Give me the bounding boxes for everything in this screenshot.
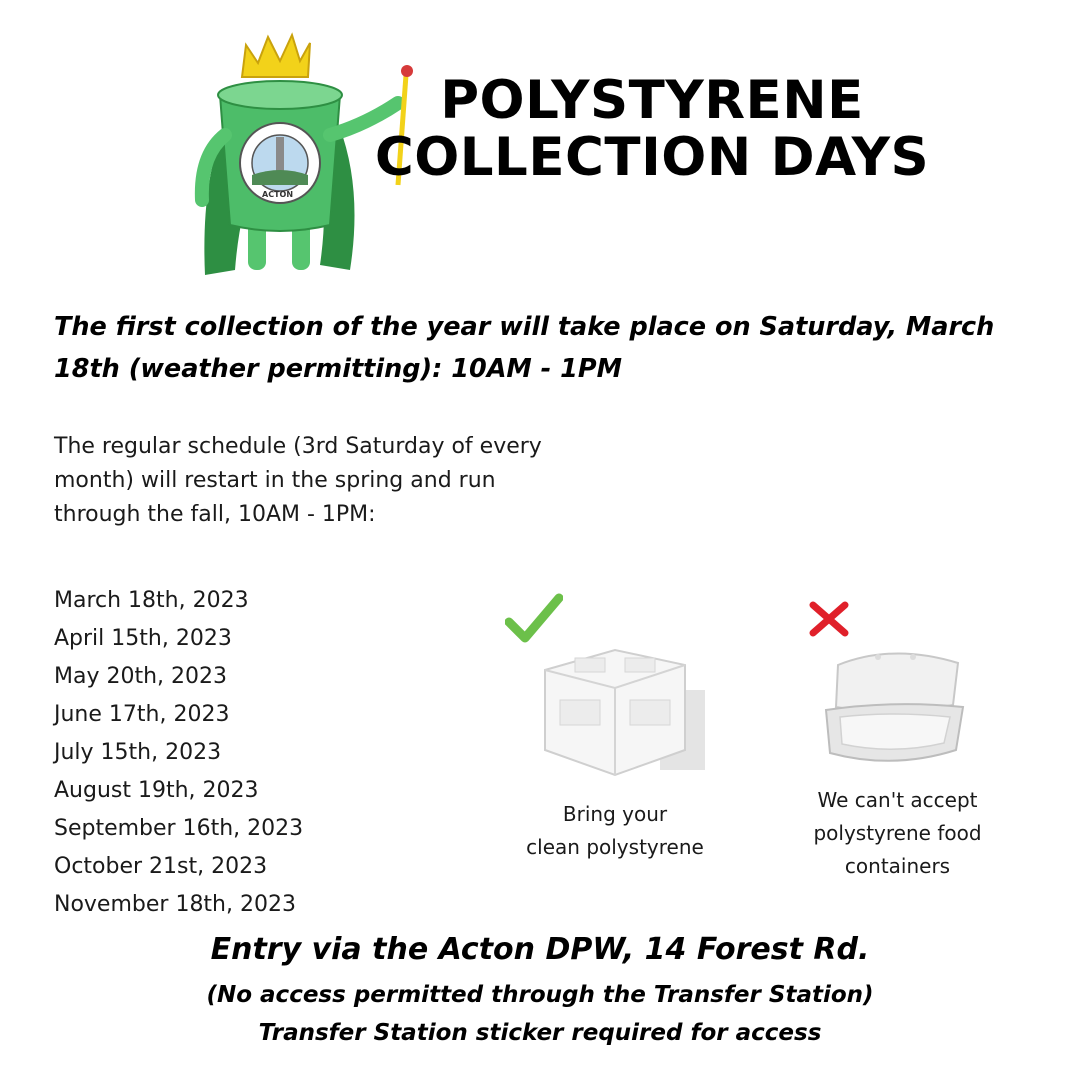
date-item: June 17th, 2023 bbox=[54, 702, 230, 727]
date-item: May 20th, 2023 bbox=[54, 664, 228, 689]
accepted-caption-line-1: Bring your bbox=[562, 802, 668, 826]
date-item: August 19th, 2023 bbox=[54, 778, 259, 803]
accepted-caption bbox=[500, 798, 730, 864]
date-item: November 18th, 2023 bbox=[54, 892, 296, 917]
schedule-description bbox=[54, 430, 614, 532]
schedule-line-3: through the fall, 10AM - 1PM: bbox=[54, 502, 376, 527]
date-item: July 15th, 2023 bbox=[54, 740, 222, 765]
date-item: March 18th, 2023 bbox=[54, 588, 249, 613]
schedule-line-2: month) will restart in the spring and run bbox=[54, 468, 496, 493]
accepted-caption-line-2: clean polystyrene bbox=[526, 835, 704, 859]
access-note-line-2: Transfer Station sticker required for access bbox=[258, 1020, 822, 1046]
date-item: October 21st, 2023 bbox=[54, 854, 268, 879]
title-line-2: COLLECTION DAYS bbox=[374, 127, 930, 188]
cross-icon bbox=[808, 600, 850, 638]
title-line-1: POLYSTYRENE bbox=[440, 70, 864, 131]
rejected-caption bbox=[790, 784, 1005, 883]
entry-location: Entry via the Acton DPW, 14 Forest Rd. bbox=[210, 932, 870, 967]
rejected-caption-line-3: containers bbox=[844, 854, 951, 878]
intro-text: The first collection of the year will take place on Saturday, March 18th (weather permitting): 10AM - 1PM bbox=[54, 312, 995, 384]
check-icon bbox=[505, 592, 563, 644]
date-item: September 16th, 2023 bbox=[54, 816, 304, 841]
polystyrene-block-image bbox=[535, 640, 705, 780]
rejected-caption-line-2: polystyrene food bbox=[813, 821, 982, 845]
page-title bbox=[372, 72, 932, 186]
date-item: April 15th, 2023 bbox=[54, 626, 232, 651]
access-note bbox=[0, 976, 1080, 1052]
access-note-line-1: (No access permitted through the Transfer Station) bbox=[206, 982, 874, 1008]
food-container-image bbox=[818, 645, 968, 770]
seal-bottom-text: ACTON bbox=[262, 190, 294, 199]
schedule-line-1: The regular schedule (3rd Saturday of every bbox=[54, 434, 542, 459]
collection-dates-list bbox=[54, 582, 434, 924]
rejected-caption-line-1: We can't accept bbox=[817, 788, 978, 812]
